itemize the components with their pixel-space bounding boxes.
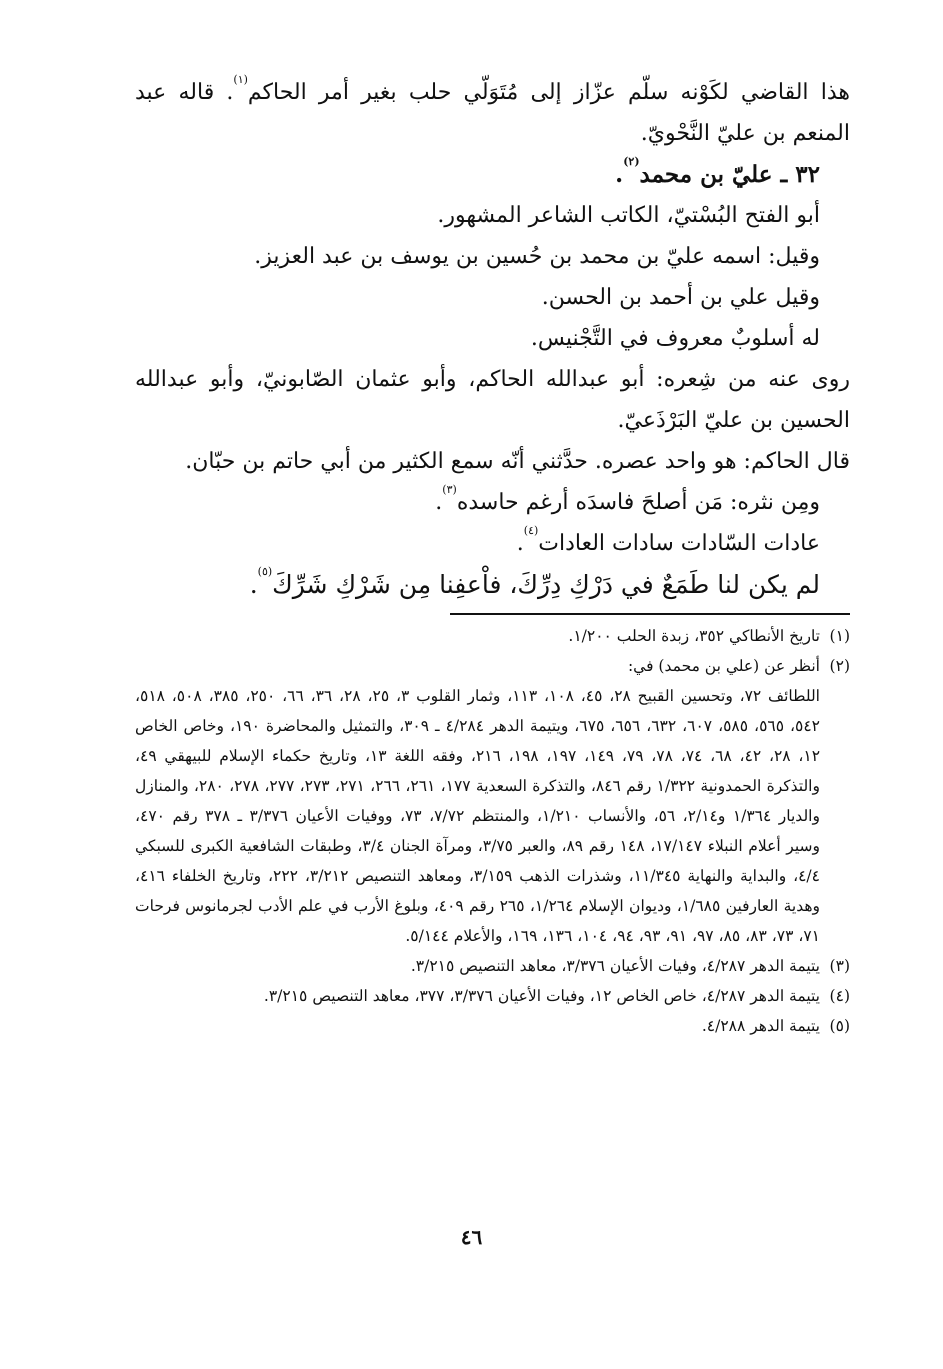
footnote-text: أنظر عن (علي بن محمد) في:	[627, 657, 820, 675]
kunya-line: أبو الفتح البُسْتيّ، الكاتب الشاعر المشهور.	[437, 203, 820, 228]
footnote-number: (٣)	[829, 957, 850, 975]
intro-text-end: . قاله عبد المنعم بن عليّ النَّحْويّ.	[135, 80, 850, 146]
intro-paragraph	[135, 72, 850, 154]
footnote-number: (٥)	[829, 1017, 850, 1035]
footnote-4	[135, 981, 850, 1011]
name-line-2: وقيل علي بن أحمد بن الحسن.	[541, 285, 820, 310]
footnote-text: تاريخ الأنطاكي ٣٥٢، زبدة الحلب ١/٢٠٠.	[568, 627, 820, 645]
entry-heading	[135, 154, 850, 195]
name-line-1: وقيل: اسمه عليّ بن محمد بن حُسين بن يوسف بن عبد العزيز.	[254, 244, 820, 269]
footnote-ref-2[interactable]: (٢)	[623, 155, 640, 168]
entry-title-dot: .	[615, 161, 624, 188]
prose-line	[135, 482, 850, 523]
footnote-ref-1[interactable]: (١)	[233, 73, 248, 86]
narrators-paragraph: روى عنه من شِعره: أبو عبدالله الحاكم، وأبو عثمان الصّابونيّ، وأبو عبدالله الحسين بن عليّ البَرْذَعيّ.	[135, 367, 850, 433]
verse-text-end: .	[249, 570, 258, 599]
footnote-ref-3[interactable]: (٣)	[442, 483, 457, 496]
entry-title: ٣٢ ـ عليّ بن محمد	[639, 161, 820, 188]
page-number: ٤٦	[460, 1225, 483, 1249]
footnote-separator	[450, 613, 850, 615]
footnote-5	[135, 1011, 850, 1041]
custom-text-end: .	[516, 531, 524, 556]
hakim-paragraph: قال الحاكم: هو واحد عصره. حدَّثني أنّه سمع الكثير من أبي حاتم بن حبّان.	[185, 449, 850, 474]
verse-text: لم يكن لنا طَمَعٌ في دَرْكِ دِرِّكَ، فاْعفِنا مِن شَرْكِ شَرِّكَ	[272, 570, 820, 599]
footnote-text: يتيمة الدهر ٤/٢٨٧، وفيات الأعيان ٣/٣٧٦، معاهد التنصيص ٣/٢١٥.	[410, 957, 820, 975]
footnote-2	[135, 651, 850, 681]
footnote-ref-5[interactable]: (٥)	[257, 565, 273, 578]
custom-text: عادات السّادات سادات العادات	[538, 531, 820, 556]
intro-text: هذا القاضي لكَوْنه سلّم عزّاز إلى مُتَوَلّي حلب بغير أمر الحاكم	[247, 80, 850, 105]
verse-line	[135, 564, 850, 605]
footnote-number: (٢)	[829, 657, 850, 675]
book-page	[135, 72, 850, 1332]
footnote-text: يتيمة الدهر ٤/٢٨٨.	[701, 1017, 820, 1035]
footnote-number: (٤)	[829, 987, 850, 1005]
prose-text-end: .	[435, 490, 443, 515]
main-text	[135, 72, 850, 605]
footnote-text: يتيمة الدهر ٤/٢٨٧، خاص الخاص ١٢، وفيات الأعيان ٣/٣٧٦، ٣٧٧، معاهد التنصيص ٣/٢١٥.	[263, 987, 820, 1005]
footnote-number: (١)	[829, 627, 850, 645]
style-line: له أسلوبٌ معروف في التَّجْنيس.	[530, 326, 820, 351]
footnote-ref-4[interactable]: (٤)	[523, 524, 539, 537]
footnotes	[135, 621, 850, 1041]
sources-list: اللطائف ٧٢، وتحسين القبيح ٢٨، ٤٥، ١٠٨، ١١٣، وثمار القلوب ٣، ٢٥، ٢٨، ٣٦، ٦٦، ٢٥٠، ٣٨٥، ٥٠٨، ٥١٨، ٥٤٢، ٥٦٥، ٥٨٥، ٦٠٧، ٦٣٢، ٦٥٦، ٦٧٥، ويتيمة الدهر ٤/٢٨٤ ـ ٣٠٩، والتمثيل والمحاضرة ١٩٠، وخاص الخاص ١٢، ٢٨، ٤٢، ٦٨، ٧٤، ٧٨، ٧٩، ١٤٩، ١٩٧، ١٩٨، ٢١٦، وفقه اللغة ١٣، وتاريخ حكماء الإسلام للبيهقي ٤٩، والتذكرة الحمدونية ١/٣٢٢ رقم ٨٤٦، والتذكرة السعدية ١٧٧، ٢٦١، ٢٦٦، ٢٧١، ٢٧٣، ٢٧٧، ٢٧٨، ٢٨٠، والمنازل والديار ١/٣٦٤ و٢/١٤، ٥٦، والأنساب ١/٢١٠، والمنتظم ٧/٧٢، ٧٣، ووفيات الأعيان ٣/٣٧٦ ـ ٣٧٨ رقم ٤٧٠، وسير أعلام النبلاء ١٧/١٤٧، ١٤٨ رقم ٨٩، والعبر ٣/٧٥، ومرآة الجنان ٣/٤، وطبقات الشافعية الكبرى للسبكي ٤/٤، والبداية والنهاية ١١/٣٤٥، وشذرات الذهب ٣/١٥٩، ومعاهد التنصيص ٣/٢١٢، ٢٢٢، وتاريخ الخلفاء ٤١٦، وهدية العارفين ١/٦٨٥، وديوان الإسلام ١/٢٦٤، ٢٦٥ رقم ٤٠٩، وبلوغ الأرب في علم الأدب لجرمانوس فرحات ٧١، ٧٣، ٨٣، ٨٥، ٩٧، ٩١، ٩٣، ٩٤، ١٠٤، ١٣٦، ١٦٩، والأعلام ٥/١٤٤.	[135, 687, 821, 945]
custom-line	[135, 523, 850, 564]
prose-text: ومِن نثره: مَن أصلحَ فاسدَه أرغم حاسده	[456, 490, 820, 515]
footnote-3	[135, 951, 850, 981]
footnote-1	[135, 621, 850, 651]
